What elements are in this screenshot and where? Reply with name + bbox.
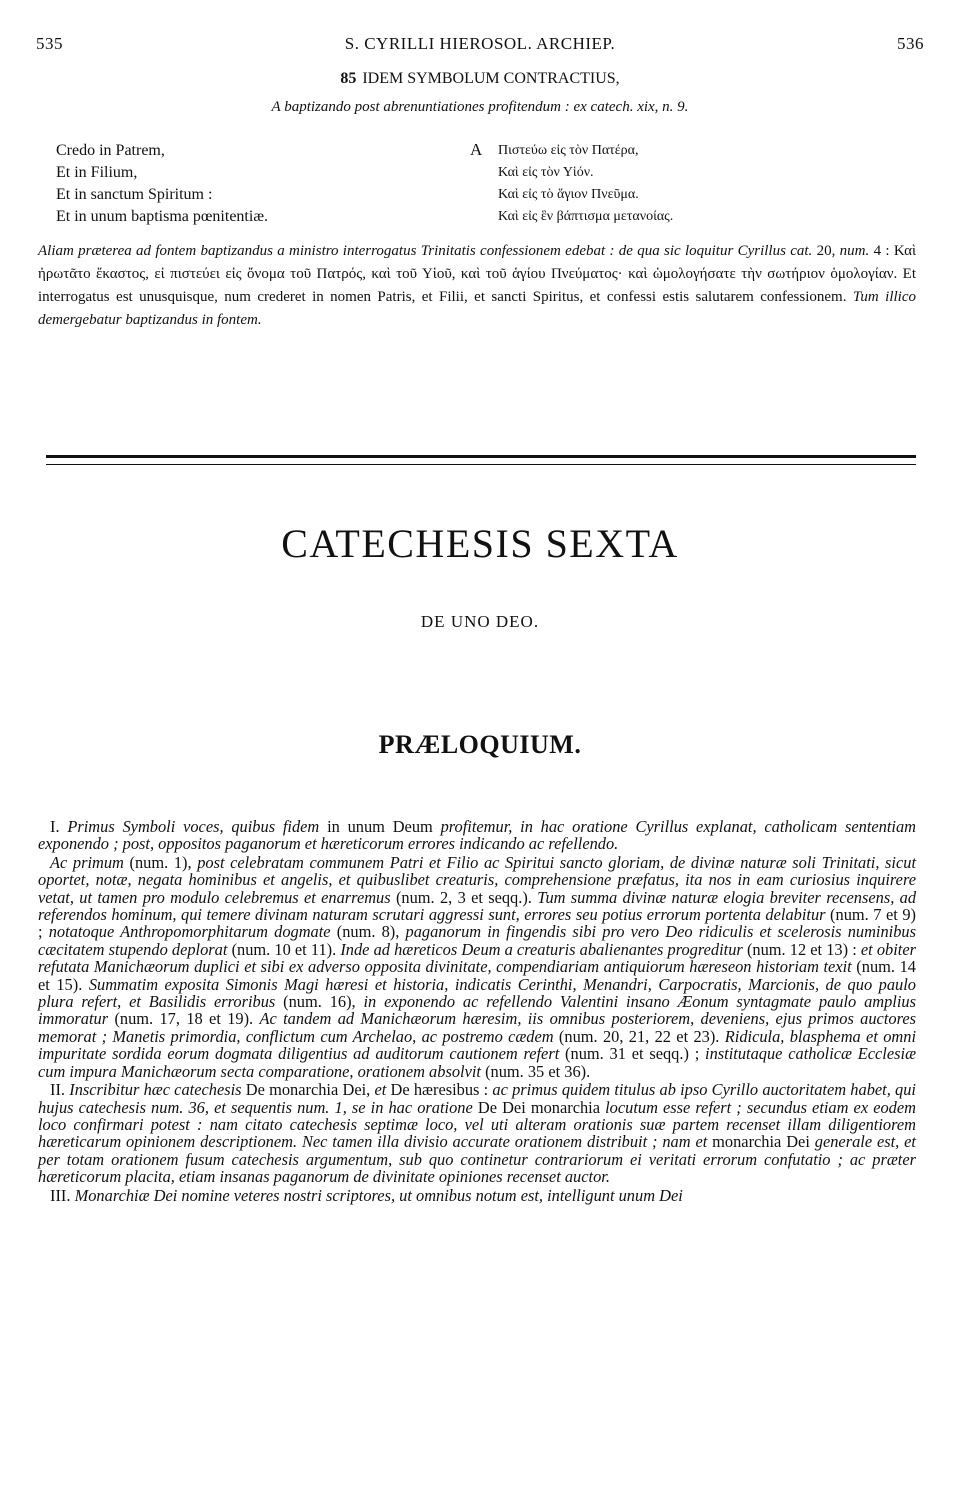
catechesis-title: CATECHESIS SEXTA	[281, 521, 679, 566]
creed-latin	[56, 140, 436, 228]
italic-run: in exponendo ac refellendo Valentini insano Æonum syntagmate paulo amplius immoratur	[38, 992, 916, 1029]
creed-greek-line: Καὶ εἰς τὸν Υἱόν.	[498, 165, 594, 180]
italic-run: paganorum in fingendis sibi pro vero Deo ridiculis et scelerosis numinibus cæcitatem stupendo deplorat	[38, 922, 917, 959]
italic-run: institutaque catholicæ Ecclesiæ cum impura Manichæorum secta comparatione, orationem absolvit	[38, 1044, 916, 1081]
roman-run: (num. 14 et 15).	[38, 957, 916, 994]
roman-run: monarchia Dei	[707, 1132, 815, 1152]
section-divider-thick	[46, 455, 916, 458]
symbolum-title-text: IDEM SYMBOLUM CONTRACTIUS,	[362, 70, 620, 87]
italic-run: post celebratam communem Patri et Filio ac Spiritui sancto gloriam, de divinæ naturæ soli Trinitati, sicut oportet, notæ, negata hominibus et angelis, et quibuslibet creaturis, comprehensione præfatus, ita nos in eam curiosius inquirere vetat, ut tamen pro modulo celebremus et enarremus	[38, 852, 916, 907]
roman-run: (num. 2, 3 et seqq.).	[390, 887, 538, 907]
roman-run: De monarchia Dei,	[241, 1080, 375, 1100]
symbolum-title	[0, 70, 960, 88]
italic-run: Primus Symboli voces, quibus fidem	[67, 817, 320, 836]
creed-greek-line: Καὶ εἰς ἓν βάπτισμα μετανοίας.	[498, 209, 674, 224]
roman-run: III.	[50, 1185, 75, 1205]
symbolum-subtitle	[0, 99, 960, 116]
italic-run: Summatim exposita Simonis Magi hæresi et historia, indicatis Cerinthi, Menandri, Carpocratis, Marcionis, de quo paulo plura refert, et Basilidis erroribus	[38, 974, 916, 1012]
creed-latin-line: Et in Filium,	[56, 164, 138, 181]
note-italic: num.	[839, 243, 870, 259]
italic-run: Inde ad hæreticos Deum a creaturis abalienantes progreditur	[340, 939, 743, 959]
creed-greek	[498, 140, 898, 228]
page-number-right: 536	[897, 34, 924, 53]
paragraph	[38, 818, 916, 853]
italic-run: Tum summa divinæ naturæ elogia breviter recensens, ad referendos hominum, qui temere divinam naturam scrutari aggressi sunt, errores seu potius errorum portenta delabitur	[38, 887, 917, 925]
creed-latin-line: Et in sanctum Spiritum :	[56, 186, 213, 203]
roman-run: De hæresibus :	[386, 1080, 493, 1100]
italic-run: Monarchiæ Dei nomine veteres nostri scriptores, ut omnibus notum est, intelligunt unum Dei	[74, 1185, 683, 1205]
note-text: 20,	[812, 243, 840, 259]
italic-run: locutum esse refert ; secundus etiam ex eodem loco confirmari potest : nam citato catechesis septimæ loco, vel uti alteram orationis suæ partem recenset illam diligentiorem hæreticarum opinionem descriptionem. Nec tamen illa divisio accurate orationem distribuit ; nam et	[38, 1097, 916, 1152]
italic-run: Ac primum	[50, 852, 124, 872]
italic-run: et obiter refutata Manichæorum duplici et sibi ex adverso opposita divinitate, compendiariam antiquiorum hæreseon historiam texit	[38, 939, 916, 977]
baptism-note	[38, 240, 916, 332]
roman-run: (num. 8),	[330, 922, 406, 942]
italic-run: Inscribitur hæc catechesis	[69, 1080, 242, 1100]
section-divider-thin	[46, 464, 916, 465]
roman-run: (num. 20, 21, 22 et 23).	[553, 1026, 725, 1046]
note-text: 4 : Καὶ ἠρωτᾶτο ἕκαστος, εἰ πιστεύει εἰς ὄνομα τοῦ Πατρός, καὶ τοῦ Υἱοῦ, καὶ τοῦ ἁγίου Πνεύματος· καὶ ὡμολογήσατε τὴν σωτήριον ὁμολογίαν. Et interrogatus est unusquisque, num crederet in nomen Patris, et Filii, et sancti Spiritus, et confessi estis salutarem confessionem.	[38, 243, 916, 305]
creed-latin-line: Et in unum baptisma pœnitentiæ.	[56, 208, 268, 225]
running-title: S. CYRILLI HIEROSOL. ARCHIEP.	[344, 34, 616, 53]
italic-run: et	[374, 1080, 387, 1100]
roman-run: in unum Deum	[319, 817, 441, 836]
praeloquium-body	[38, 818, 916, 1205]
roman-run: II.	[50, 1080, 70, 1100]
note-italic: Tum illico demergebatur baptizandus in fontem.	[38, 289, 916, 328]
symbolum-number: 85	[340, 70, 357, 87]
page-number-left: 535	[36, 34, 63, 53]
italic-run: ac primus quidem titulus ab ipso Cyrillo auctoritatem habet, qui hujus catechesis num. 36, et sequentis num. 1, se in hac oratione	[38, 1080, 916, 1117]
creed-greek-line: Καὶ εἰς τὸ ἅγιον Πνεῦμα.	[498, 187, 639, 202]
paragraph	[38, 1081, 916, 1185]
catechesis-subtitle: DE UNO DEO.	[420, 612, 540, 631]
italic-run: profitemur, in hac oratione Cyrillus explanat, catholicam sententiam exponendo ; post, oppositos paganorum et hæreticorum errores indicando ac refellendo.	[38, 817, 916, 854]
roman-run: (num. 16),	[275, 992, 364, 1012]
roman-run: (num. 12 et 13) :	[742, 939, 861, 959]
running-header	[36, 34, 924, 56]
symbolum-subtitle-text: A baptizando post abrenuntiationes profitendum : ex catech. xix, n. 9.	[271, 99, 689, 115]
roman-run: (num. 10 et 11).	[227, 939, 341, 959]
note-italic: Aliam præterea ad fontem baptizandus a ministro interrogatus Trinitatis confessionem edebat : de qua sic loquitur Cyrillus cat.	[38, 243, 813, 259]
roman-run: (num. 17, 18 et 19).	[108, 1009, 260, 1029]
roman-run: De Dei monarchia	[472, 1097, 606, 1117]
paragraph	[38, 854, 916, 1080]
italic-run: Ac tandem ad Manichæorum hæresim, iis omnibus posteriorem, deveniens, ejus primos auctores memorat ; Manetis primordia, conflictum cum Archelao, ac postremo cædem	[38, 1009, 917, 1046]
paragraph	[38, 1187, 916, 1204]
roman-run: (num. 1),	[123, 852, 198, 872]
roman-run: (num. 31 et seqq.) ;	[559, 1044, 706, 1064]
creed-greek-line: Πιστεύω εἰς τὸν Πατέρα,	[498, 143, 639, 158]
roman-run: (num. 7 et 9) ;	[38, 905, 917, 942]
praeloquium-heading: PRÆLOQUIUM.	[378, 730, 582, 759]
italic-run: notatoque Anthropomorphitarum dogmate	[48, 922, 331, 942]
italic-run: Ridicula, blasphema et omni impuritate sordida eorum dogmata diligentius ad auditorum cautionem refert	[38, 1026, 916, 1064]
creed-latin-line: Credo in Patrem,	[56, 142, 165, 159]
roman-run: (num. 35 et 36).	[480, 1061, 591, 1081]
italic-run: generale est, et per totam orationem fusum catechesis argumentum, sub quo continetur contrariorum ei veritati errorum confutatio ; ac præter hæreticorum placita, etiam insanas paganorum de divinitate opiniones recenset auctor.	[38, 1132, 916, 1187]
roman-run: I.	[50, 817, 68, 836]
column-marker: A	[470, 140, 483, 159]
